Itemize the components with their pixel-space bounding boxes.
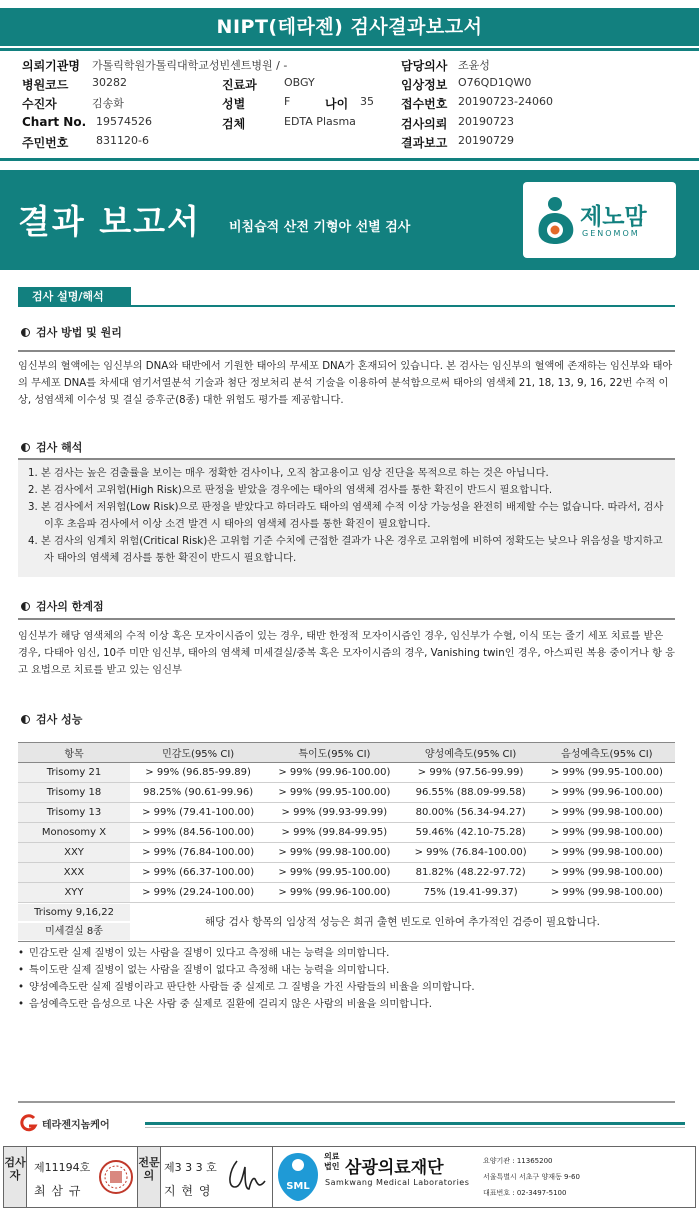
table-cell: 80.00% (56.34-94.27) bbox=[403, 803, 539, 823]
half-circle-icon bbox=[21, 328, 30, 337]
sml-logo-icon bbox=[274, 1151, 322, 1203]
table-cell: 96.55% (88.09-99.58) bbox=[403, 783, 539, 803]
department-label: 진료과 bbox=[222, 78, 257, 92]
footer-accent-line bbox=[145, 1127, 685, 1128]
collector-label: 수진자 bbox=[22, 97, 57, 111]
row-label: XXY bbox=[18, 843, 130, 863]
info-separator bbox=[0, 158, 699, 161]
row-label: Trisomy 18 bbox=[18, 783, 130, 803]
hospital-code-value: 30282 bbox=[92, 76, 127, 89]
accession-label: 접수번호 bbox=[401, 97, 448, 111]
request-date-label: 검사의뢰 bbox=[401, 117, 448, 131]
specialist-license: 제3 3 3 호 bbox=[164, 1161, 217, 1174]
info-row-1 bbox=[22, 57, 682, 75]
table-cell: > 99% (99.98-100.00) bbox=[539, 843, 675, 863]
interp-heading bbox=[21, 439, 82, 455]
sml-english-name: Samkwang Medical Laboratories bbox=[325, 1178, 470, 1187]
examiner-label: 검사자 bbox=[4, 1147, 26, 1207]
specimen-value: EDTA Plasma bbox=[284, 115, 356, 128]
performance-table bbox=[18, 742, 675, 903]
limit-text: 임신부가 해당 염색체의 수적 이상 혹은 모자이시즘이 있는 경우, 태반 한정적 모자이시즘인 경우, 임신부가 수혈, 이식 또는 줄기 세포 치료를 받은 경우, 다태아 임신, 10주 미만 임신부, 태아의 염색체 미세결실/중복 혹은 모자이시즘의 경우, Vanishing twin인 경우, 아스피린 복용 중이거나 항 응고 요법으로 치료를 받고 있는 임신부 bbox=[18, 631, 676, 676]
interp-list bbox=[28, 465, 668, 567]
table-cell: > 99% (99.98-100.00) bbox=[539, 803, 675, 823]
row-label: Trisomy 21 bbox=[18, 763, 130, 783]
note-item: • 음성예측도란 음성으로 나온 사람 중 실제로 질환에 걸리지 않은 사람의 비율을 의미합니다. bbox=[18, 996, 675, 1013]
info-row-3 bbox=[22, 95, 682, 113]
examiner-license: 제11194호 bbox=[34, 1161, 91, 1174]
hospital-code-label: 병원코드 bbox=[22, 78, 69, 92]
table-cell: > 99% (99.84-99.95) bbox=[266, 823, 402, 843]
half-circle-icon bbox=[21, 443, 30, 452]
interp-item: 4. 본 검사의 임계치 위험(Critical Risk)은 고위험 기준 수치에 근접한 결과가 나온 경우로 고위험에 비하여 정확도는 낮으나 위음성을 방지하고자 태아의 염색체 검사를 통한 확진이 반드시 필요합니다. bbox=[28, 536, 663, 564]
sml-prefix-1: 의료 bbox=[324, 1152, 340, 1161]
table-row bbox=[18, 823, 675, 843]
row-label: Monosomy X bbox=[18, 823, 130, 843]
accession-value: 20190723-24060 bbox=[458, 95, 553, 108]
examiner-seal-icon bbox=[98, 1159, 134, 1195]
clinical-info-label: 임상정보 bbox=[401, 78, 448, 92]
half-circle-icon bbox=[21, 715, 30, 724]
row-label: XYY bbox=[18, 883, 130, 903]
request-date-value: 20190723 bbox=[458, 115, 514, 128]
banner-title: 결과 보고서 bbox=[18, 202, 201, 241]
report-date-label: 결과보고 bbox=[401, 136, 448, 150]
table-row bbox=[18, 763, 675, 783]
info-row-4 bbox=[22, 115, 682, 133]
table-row bbox=[18, 783, 675, 803]
limit-heading bbox=[21, 598, 104, 614]
info-row-2 bbox=[22, 76, 682, 94]
table-cell: > 99% (99.96-100.00) bbox=[539, 783, 675, 803]
table-cell: > 99% (99.93-99.99) bbox=[266, 803, 402, 823]
clinical-info-value: O76QD1QW0 bbox=[458, 76, 532, 89]
table-row bbox=[18, 803, 675, 823]
table-cell: > 99% (99.96-100.00) bbox=[266, 763, 402, 783]
extra-message: 해당 검사 항목의 임상적 성능은 희귀 출현 빈도로 인하여 추가적인 검증이 필요합니다. bbox=[204, 916, 601, 928]
method-divider bbox=[18, 350, 675, 352]
terragen-logo bbox=[18, 1114, 110, 1132]
method-title: 검사 방법 및 원리 bbox=[36, 326, 122, 339]
terragen-g-icon bbox=[18, 1114, 38, 1132]
interp-item: 1. 본 검사는 높은 검출률을 보이는 매우 정확한 검사이나, 오직 참고용이고 임상 진단을 목적으로 하는 것은 아닙니다. bbox=[28, 468, 549, 479]
ssn-label: 주민번호 bbox=[22, 136, 69, 150]
header-cell: 양성예측도(95% CI) bbox=[403, 743, 539, 763]
table-header-row bbox=[18, 743, 675, 763]
logo-text: 제노맘 bbox=[580, 204, 647, 230]
chart-no-label: Chart No. bbox=[22, 115, 87, 129]
chart-no-value: 19574526 bbox=[96, 115, 152, 128]
header-cell: 민감도(95% CI) bbox=[130, 743, 266, 763]
table-cell: 75% (19.41-99.37) bbox=[403, 883, 539, 903]
cell-divider bbox=[26, 1147, 27, 1207]
genomom-mother-icon bbox=[533, 195, 577, 245]
row-label: Trisomy 13 bbox=[18, 803, 130, 823]
interp-box bbox=[18, 460, 675, 577]
examiner-name: 최 삼 규 bbox=[34, 1184, 82, 1198]
doctor-label: 담당의사 bbox=[401, 59, 448, 73]
table-cell: > 99% (99.98-100.00) bbox=[539, 883, 675, 903]
table-cell: > 99% (99.98-100.00) bbox=[539, 863, 675, 883]
table-cell: > 99% (99.95-100.00) bbox=[266, 783, 402, 803]
footer-divider bbox=[18, 1101, 675, 1103]
extra-label-microdeletion: 미세결실 8종 bbox=[18, 923, 130, 940]
collector-value: 김송화 bbox=[92, 97, 124, 110]
sml-phone: 대표번호 : 02-3497-5100 bbox=[483, 1189, 567, 1197]
table-cell: > 99% (66.37-100.00) bbox=[130, 863, 266, 883]
cell-divider bbox=[272, 1147, 273, 1207]
report-title: NIPT(테라젠) 검사결과보고서 bbox=[0, 8, 699, 46]
extra-label-trisomy: Trisomy 9,16,22 bbox=[18, 904, 130, 921]
table-cell: > 99% (84.56-100.00) bbox=[130, 823, 266, 843]
sex-value: F bbox=[284, 95, 291, 108]
age-label: 나이 bbox=[325, 97, 349, 111]
extra-items-row bbox=[18, 904, 675, 940]
sml-prefix-2: 법인 bbox=[324, 1162, 340, 1171]
table-cell: > 99% (96.85-99.89) bbox=[130, 763, 266, 783]
specialist-name: 지 현 영 bbox=[164, 1184, 212, 1198]
institution-value: 가톨릭학원가톨릭대학교성빈센트병원 / - bbox=[92, 59, 288, 72]
table-cell: > 99% (29.24-100.00) bbox=[130, 883, 266, 903]
interp-title: 검사 해석 bbox=[36, 441, 83, 454]
table-cell: 81.82% (48.22-97.72) bbox=[403, 863, 539, 883]
sml-address: 서울특별시 서초구 양재동 9-60 bbox=[483, 1173, 580, 1181]
note-item: • 양성예측도란 실제 질병이라고 판단한 사람들 중 실제로 그 질병을 가진 사람들의 비율을 의미합니다. bbox=[18, 979, 675, 996]
table-cell: > 99% (99.96-100.00) bbox=[266, 883, 402, 903]
table-bottom-line bbox=[18, 941, 675, 942]
sml-org-code: 요양기관 : 11365200 bbox=[483, 1157, 553, 1165]
tab-underline bbox=[18, 305, 675, 307]
table-cell: > 99% (76.84-100.00) bbox=[130, 843, 266, 863]
table-cell: > 99% (99.95-100.00) bbox=[266, 863, 402, 883]
specimen-label: 검체 bbox=[222, 117, 246, 131]
note-item: • 특이도란 실제 질병이 없는 사람을 질병이 없다고 측정해 내는 능력을 의미합니다. bbox=[18, 962, 675, 979]
sex-label: 성별 bbox=[222, 97, 246, 111]
title-underline bbox=[0, 48, 699, 51]
method-text: 임신부의 혈액에는 임신부의 DNA와 태반에서 기원한 태아의 무세포 DNA가 혼재되어 있습니다. 본 검사는 임신부의 혈액에 존재하는 임신부와 태아의 무세포 DNA를 차세대 염기서열분석 기술과 첨단 정보처리 분석 기술을 이용하여 분석함으로써 태아의 염색체 21, 18, 13, 9, 16, 22번 수적 이상, 성염색체 이수성 및 결실 증후군(8종) 대한 위험도 평가를 제공합니다. bbox=[18, 361, 673, 406]
header-cell: 특이도(95% CI) bbox=[266, 743, 402, 763]
perf-heading bbox=[21, 711, 82, 727]
interp-item: 2. 본 검사에서 고위험(High Risk)으로 판정을 받았을 경우에는 태아의 염색체 검사를 통한 확진이 반드시 필요합니다. bbox=[28, 485, 553, 496]
table-cell: > 99% (76.84-100.00) bbox=[403, 843, 539, 863]
table-cell: 59.46% (42.10-75.28) bbox=[403, 823, 539, 843]
genomom-logo bbox=[523, 182, 676, 258]
institution-label: 의뢰기관명 bbox=[22, 59, 80, 73]
table-cell: > 99% (99.98-100.00) bbox=[266, 843, 402, 863]
interp-item: 3. 본 검사에서 저위험(Low Risk)으로 판정을 받았다고 하더라도 태아의 염색체 수적 이상 가능성을 완전히 배제할 수는 없습니다. 따라서, 검사 이후 초음파 검사에서 이상 소견 발견 시 태아의 염색체 검사를 통한 확진이 필요합니다. bbox=[28, 502, 664, 530]
table-cell: > 99% (99.98-100.00) bbox=[539, 823, 675, 843]
report-date-value: 20190729 bbox=[458, 134, 514, 147]
signature-icon bbox=[223, 1153, 269, 1199]
terragen-name: 테라젠지놈케어 bbox=[42, 1120, 110, 1131]
header-cell: 음성예측도(95% CI) bbox=[539, 743, 675, 763]
sml-name: 삼광의료재단 bbox=[345, 1158, 444, 1178]
table-cell: 98.25% (90.61-99.96) bbox=[130, 783, 266, 803]
specialist-label: 전문의 bbox=[138, 1147, 160, 1207]
table-row bbox=[18, 883, 675, 903]
table-cell: > 99% (97.56-99.99) bbox=[403, 763, 539, 783]
ssn-value: 831120-6 bbox=[96, 134, 149, 147]
age-value: 35 bbox=[360, 95, 374, 108]
limit-divider bbox=[18, 618, 675, 620]
sml-logo-letters: SML bbox=[286, 1181, 310, 1192]
sml-prefix bbox=[324, 1152, 339, 1172]
table-cell: > 99% (99.95-100.00) bbox=[539, 763, 675, 783]
doctor-value: 조윤성 bbox=[458, 59, 490, 72]
definition-notes bbox=[18, 945, 675, 1013]
row-label: XXX bbox=[18, 863, 130, 883]
footer-accent-bar bbox=[145, 1122, 685, 1125]
cell-divider bbox=[160, 1147, 161, 1207]
half-circle-icon bbox=[21, 602, 30, 611]
header-cell: 항목 bbox=[18, 743, 130, 763]
info-row-5 bbox=[22, 134, 682, 152]
section-tab: 검사 설명/해석 bbox=[18, 287, 131, 306]
logo-subtext: GENOMOM bbox=[582, 229, 640, 238]
report-banner bbox=[0, 170, 699, 270]
note-item: • 민감도란 실제 질병이 있는 사람을 질병이 있다고 측정해 내는 능력을 의미합니다. bbox=[18, 945, 675, 962]
signature-block bbox=[3, 1146, 696, 1208]
method-heading bbox=[21, 324, 122, 340]
perf-title: 검사 성능 bbox=[36, 713, 83, 726]
limit-title: 검사의 한계점 bbox=[36, 600, 104, 613]
department-value: OBGY bbox=[284, 76, 315, 89]
table-row bbox=[18, 843, 675, 863]
table-cell: > 99% (79.41-100.00) bbox=[130, 803, 266, 823]
table-row bbox=[18, 863, 675, 883]
banner-subtitle: 비침습적 산전 기형아 선별 검사 bbox=[229, 220, 411, 235]
